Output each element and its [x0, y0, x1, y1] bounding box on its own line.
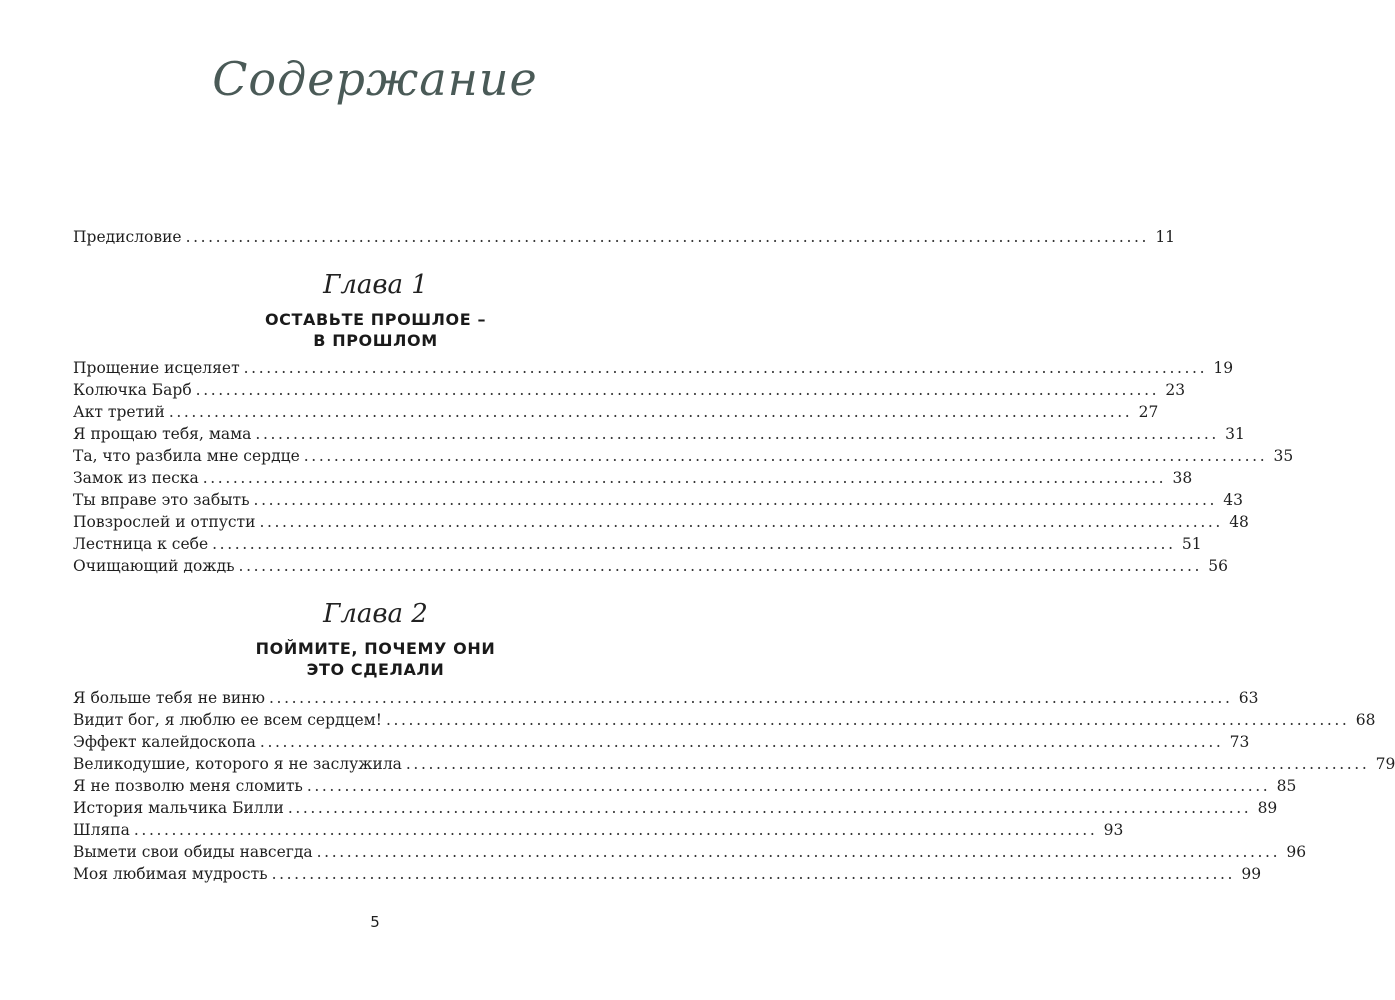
- toc-entry-page: 43: [1223, 491, 1244, 509]
- toc-entry-page: 68: [1355, 711, 1376, 729]
- toc-entry: [73, 755, 1395, 777]
- page-number: 5: [370, 913, 380, 931]
- dot-leader: ................................................................................................................................: [316, 843, 1281, 861]
- toc-entry-label: Очищающий дождь: [73, 557, 235, 575]
- dot-leader: ................................................................................................................................: [212, 535, 1176, 553]
- toc-entry: [73, 403, 1159, 425]
- dot-leader: ................................................................................................................................: [405, 755, 1370, 773]
- toc-entry-page: 96: [1286, 843, 1307, 861]
- toc-entry: [73, 799, 1278, 821]
- toc-entry-label: Лестница к себе: [73, 535, 209, 553]
- toc-entry-label: Я не позволю меня сломить: [73, 777, 303, 795]
- toc-entry-label: Ты вправе это забыть: [73, 491, 250, 509]
- dot-leader: ................................................................................................................................: [259, 513, 1223, 531]
- toc-entry-page: 48: [1229, 513, 1249, 531]
- toc-entry-label: История мальчика Билли: [73, 799, 284, 817]
- toc-entry: [73, 381, 1186, 403]
- chapter-1-subtitle-line-1: ОСТАВЬТЕ ПРОШЛОЕ –: [264, 310, 487, 329]
- toc-entry-page: 35: [1273, 447, 1294, 465]
- toc-entry: [73, 513, 1249, 535]
- dot-leader: ................................................................................................................................: [255, 425, 1219, 443]
- toc-entry-label: Я прощаю тебя, мама: [73, 425, 252, 443]
- toc-entry-page: 27: [1138, 403, 1159, 421]
- dot-leader: ................................................................................................................................: [385, 711, 1350, 729]
- toc-entry: [73, 821, 1124, 843]
- dot-leader: ................................................................................................................................: [287, 799, 1252, 817]
- toc-entry-label: Та, что разбила мне сердце: [73, 447, 300, 465]
- dot-leader: ................................................................................................................................: [243, 359, 1208, 377]
- toc-entry-page: 31: [1225, 425, 1245, 443]
- dot-leader: ................................................................................................................................: [269, 689, 1233, 707]
- toc-entry-preface: [73, 228, 1176, 250]
- toc-entry: [73, 689, 1259, 711]
- dot-leader: ................................................................................................................................: [303, 447, 1268, 465]
- toc-entry-label: Замок из песка: [73, 469, 199, 487]
- toc-entry: [73, 843, 1307, 865]
- chapter-1-heading: Глава 1: [323, 270, 428, 300]
- toc-entry-page: 79: [1375, 755, 1395, 773]
- toc-entry-page: 63: [1238, 689, 1259, 707]
- page-title: Содержание: [212, 52, 538, 106]
- toc-entry-label: Колючка Барб: [73, 381, 192, 399]
- toc-entry: [73, 865, 1262, 887]
- chapter-2-heading: Глава 2: [323, 599, 428, 629]
- chapter-2-subtitle-line-1: ПОЙМИТЕ, ПОЧЕМУ ОНИ: [255, 639, 496, 658]
- toc-entry-page: 89: [1257, 799, 1278, 817]
- dot-leader: ................................................................................................................................: [195, 381, 1160, 399]
- dot-leader: ................................................................................................................................: [253, 491, 1218, 509]
- chapter-1-subtitle-line-2: В ПРОШЛОМ: [313, 331, 438, 350]
- toc-entry-label: Я больше тебя не виню: [73, 689, 266, 707]
- dot-leader: ................................................................................................................................: [259, 733, 1224, 751]
- dot-leader: ................................................................................................................................: [202, 469, 1167, 487]
- dot-leader: ................................................................................................................................: [238, 557, 1203, 575]
- toc-entry: [73, 447, 1294, 469]
- toc-entry-page: 23: [1165, 381, 1186, 399]
- toc-entry: [73, 491, 1244, 513]
- toc-entry-label: Повзрослей и отпусти: [73, 513, 256, 531]
- toc-entry-page: 51: [1181, 535, 1202, 553]
- toc-entry-page: 11: [1155, 228, 1176, 246]
- toc-entry: [73, 359, 1234, 381]
- toc-entry: [73, 557, 1229, 579]
- dot-leader: ................................................................................................................................: [133, 821, 1098, 839]
- chapter-2-subtitle-line-2: ЭТО СДЕЛАЛИ: [306, 660, 445, 679]
- toc-entry-page: 93: [1103, 821, 1124, 839]
- toc-entry-label: Прощение исцеляет: [73, 359, 240, 377]
- toc-entry-label: Моя любимая мудрость: [73, 865, 268, 883]
- toc-entry-label: Шляпа: [73, 821, 130, 839]
- toc-entry-label: Вымети свои обиды навсегда: [73, 843, 313, 861]
- toc-entry: [73, 425, 1245, 447]
- toc-entry-label: Предисловие: [73, 228, 182, 246]
- toc-entry-label: Видит бог, я люблю ее всем сердцем!: [73, 711, 382, 729]
- toc-entry: [73, 777, 1297, 799]
- toc-entry-page: 19: [1213, 359, 1234, 377]
- dot-leader: ................................................................................................................................: [185, 228, 1150, 246]
- toc-entry-page: 38: [1172, 469, 1193, 487]
- dot-leader: ................................................................................................................................: [271, 865, 1236, 883]
- toc-entry-page: 73: [1229, 733, 1250, 751]
- toc-entry-page: 99: [1241, 865, 1262, 883]
- toc-entry-page: 56: [1208, 557, 1229, 575]
- toc-entry: [73, 535, 1202, 557]
- toc-entry: [73, 469, 1193, 491]
- dot-leader: ................................................................................................................................: [168, 403, 1133, 421]
- toc-entry-label: Великодушие, которого я не заслужила: [73, 755, 402, 773]
- toc-entry-label: Эффект калейдоскопа: [73, 733, 256, 751]
- toc-entry: [73, 733, 1250, 755]
- toc-entry: [73, 711, 1376, 733]
- dot-leader: ................................................................................................................................: [306, 777, 1271, 795]
- toc-entry-label: Акт третий: [73, 403, 165, 421]
- toc-entry-page: 85: [1276, 777, 1297, 795]
